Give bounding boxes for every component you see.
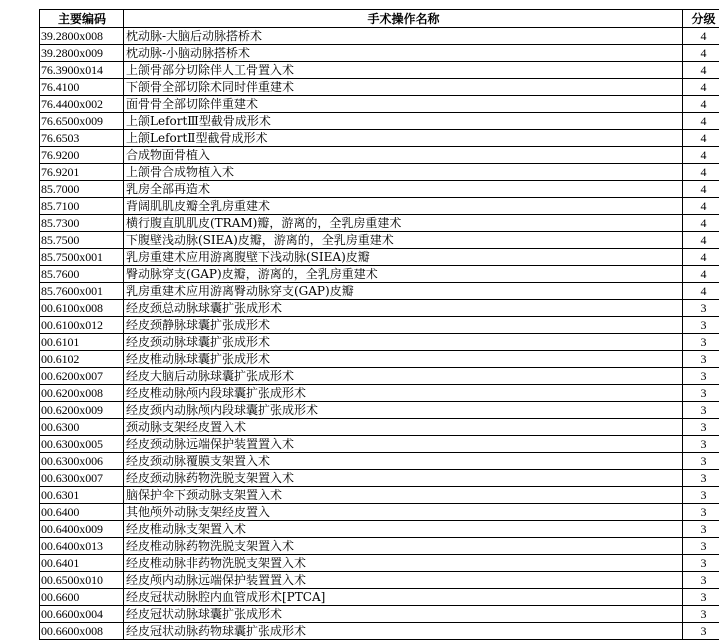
procedure-code: 76.6500x009 <box>40 113 124 130</box>
table-row <box>40 28 719 45</box>
procedure-code: 00.6400 <box>40 504 124 521</box>
procedure-code: 00.6400x009 <box>40 521 124 538</box>
procedure-name: 横行腹直肌肌皮(TRAM)瓣，游离的，全乳房重建术 <box>124 215 683 232</box>
procedure-code: 00.6500x010 <box>40 572 124 589</box>
header-grade: 分级 <box>683 10 719 28</box>
table-row <box>40 249 719 266</box>
table-row <box>40 589 719 606</box>
procedure-name: 经皮椎动脉颅内段球囊扩张成形术 <box>124 385 683 402</box>
procedure-code: 85.7000 <box>40 181 124 198</box>
table-header <box>40 10 719 28</box>
procedure-name: 经皮颈内动脉颅内段球囊扩张成形术 <box>124 402 683 419</box>
table-row <box>40 181 719 198</box>
procedure-code: 00.6400x013 <box>40 538 124 555</box>
procedure-code: 00.6300 <box>40 419 124 436</box>
table-row <box>40 470 719 487</box>
table-row <box>40 283 719 300</box>
procedure-name: 颈动脉支架经皮置入术 <box>124 419 683 436</box>
procedure-grade: 4 <box>683 215 719 232</box>
procedure-name: 其他颅外动脉支架经皮置入 <box>124 504 683 521</box>
procedure-name: 经皮冠状动脉药物球囊扩张成形术 <box>124 623 683 640</box>
procedure-grade: 3 <box>683 419 719 436</box>
procedure-code: 85.7600x001 <box>40 283 124 300</box>
procedure-code: 76.4400x002 <box>40 96 124 113</box>
procedure-code: 00.6100x008 <box>40 300 124 317</box>
table-row <box>40 504 719 521</box>
procedure-grade: 3 <box>683 385 719 402</box>
procedure-grade: 3 <box>683 453 719 470</box>
table-row <box>40 266 719 283</box>
procedure-name: 经皮颈动脉球囊扩张成形术 <box>124 334 683 351</box>
procedure-name: 经皮颈动脉远端保护装置置入术 <box>124 436 683 453</box>
table-row <box>40 453 719 470</box>
table-row <box>40 487 719 504</box>
procedure-name: 枕动脉-大脑后动脉搭桥术 <box>124 28 683 45</box>
procedure-code: 39.2800x008 <box>40 28 124 45</box>
procedure-grade: 3 <box>683 606 719 623</box>
procedure-grade: 4 <box>683 113 719 130</box>
table-row <box>40 45 719 62</box>
table-row <box>40 113 719 130</box>
procedure-grade: 4 <box>683 198 719 215</box>
procedure-code: 00.6200x008 <box>40 385 124 402</box>
procedure-grade: 4 <box>683 62 719 79</box>
procedure-grade: 3 <box>683 572 719 589</box>
procedure-grade: 3 <box>683 351 719 368</box>
procedure-code: 85.7500x001 <box>40 249 124 266</box>
procedure-table-sheet <box>39 9 677 640</box>
procedure-name: 上颌LefortⅢ型截骨成形术 <box>124 113 683 130</box>
procedure-grade: 3 <box>683 623 719 640</box>
procedure-name: 上颌LefortⅡ型截骨成形术 <box>124 130 683 147</box>
procedure-code: 00.6300x005 <box>40 436 124 453</box>
procedure-name: 乳房重建术应用游离臀动脉穿支(GAP)皮瓣 <box>124 283 683 300</box>
procedure-grade: 3 <box>683 402 719 419</box>
procedure-grade: 4 <box>683 79 719 96</box>
procedure-name: 经皮冠状动脉腔内血管成形术[PTCA] <box>124 589 683 606</box>
procedure-grade: 3 <box>683 317 719 334</box>
procedure-grade: 4 <box>683 147 719 164</box>
procedure-name: 经皮椎动脉球囊扩张成形术 <box>124 351 683 368</box>
table-row <box>40 368 719 385</box>
table-row <box>40 79 719 96</box>
procedure-code: 00.6101 <box>40 334 124 351</box>
table-row <box>40 147 719 164</box>
table-row <box>40 300 719 317</box>
procedure-code: 76.6503 <box>40 130 124 147</box>
procedure-name: 经皮颈总动脉球囊扩张成形术 <box>124 300 683 317</box>
header-name: 手术操作名称 <box>124 10 683 28</box>
procedure-name: 经皮椎动脉药物洗脱支架置入术 <box>124 538 683 555</box>
procedure-name: 经皮冠状动脉球囊扩张成形术 <box>124 606 683 623</box>
header-code: 主要编码 <box>40 10 124 28</box>
procedure-grade: 4 <box>683 283 719 300</box>
procedure-grade: 3 <box>683 538 719 555</box>
procedure-grade: 3 <box>683 487 719 504</box>
procedure-name: 乳房重建术应用游离腹壁下浅动脉(SIEA)皮瓣 <box>124 249 683 266</box>
procedure-name: 下腹壁浅动脉(SIEA)皮瓣，游离的，全乳房重建术 <box>124 232 683 249</box>
table-row <box>40 402 719 419</box>
table-row <box>40 538 719 555</box>
procedure-name: 乳房全部再造术 <box>124 181 683 198</box>
procedure-name: 经皮颈静脉球囊扩张成形术 <box>124 317 683 334</box>
procedure-code: 85.7100 <box>40 198 124 215</box>
procedure-name: 上颌骨部分切除伴人工骨置入术 <box>124 62 683 79</box>
table-row <box>40 521 719 538</box>
procedure-grade: 4 <box>683 28 719 45</box>
procedure-code: 85.7500 <box>40 232 124 249</box>
procedure-name: 面骨骨全部切除伴重建术 <box>124 96 683 113</box>
procedure-grade-table <box>39 9 719 640</box>
procedure-grade: 4 <box>683 249 719 266</box>
procedure-name: 经皮颅内动脉远端保护装置置入术 <box>124 572 683 589</box>
procedure-name: 背阔肌肌皮瓣全乳房重建术 <box>124 198 683 215</box>
table-body <box>40 28 719 640</box>
procedure-code: 00.6200x009 <box>40 402 124 419</box>
procedure-grade: 3 <box>683 436 719 453</box>
table-row <box>40 215 719 232</box>
procedure-code: 00.6600 <box>40 589 124 606</box>
table-row <box>40 317 719 334</box>
table-row <box>40 385 719 402</box>
procedure-grade: 3 <box>683 300 719 317</box>
table-row <box>40 436 719 453</box>
procedure-grade: 4 <box>683 45 719 62</box>
procedure-grade: 3 <box>683 368 719 385</box>
procedure-code: 00.6102 <box>40 351 124 368</box>
procedure-name: 上颌骨合成物植入术 <box>124 164 683 181</box>
procedure-grade: 4 <box>683 96 719 113</box>
procedure-code: 85.7300 <box>40 215 124 232</box>
table-row <box>40 164 719 181</box>
table-row <box>40 62 719 79</box>
table-row <box>40 96 719 113</box>
procedure-code: 76.9201 <box>40 164 124 181</box>
table-row <box>40 623 719 640</box>
procedure-code: 76.4100 <box>40 79 124 96</box>
procedure-code: 00.6100x012 <box>40 317 124 334</box>
procedure-code: 00.6401 <box>40 555 124 572</box>
procedure-grade: 3 <box>683 555 719 572</box>
procedure-name: 经皮椎动脉非药物洗脱支架置入术 <box>124 555 683 572</box>
procedure-code: 85.7600 <box>40 266 124 283</box>
procedure-grade: 3 <box>683 470 719 487</box>
procedure-name: 经皮椎动脉支架置入术 <box>124 521 683 538</box>
procedure-grade: 4 <box>683 232 719 249</box>
table-row <box>40 555 719 572</box>
procedure-grade: 4 <box>683 181 719 198</box>
procedure-code: 39.2800x009 <box>40 45 124 62</box>
procedure-code: 00.6600x004 <box>40 606 124 623</box>
procedure-code: 00.6200x007 <box>40 368 124 385</box>
table-row <box>40 419 719 436</box>
procedure-name: 枕动脉-小脑动脉搭桥术 <box>124 45 683 62</box>
procedure-name: 下颌骨全部切除术同时伴重建术 <box>124 79 683 96</box>
procedure-code: 76.3900x014 <box>40 62 124 79</box>
procedure-code: 00.6600x008 <box>40 623 124 640</box>
procedure-name: 经皮颈动脉药物洗脱支架置入术 <box>124 470 683 487</box>
procedure-grade: 4 <box>683 266 719 283</box>
procedure-grade: 4 <box>683 164 719 181</box>
table-row <box>40 198 719 215</box>
procedure-name: 臀动脉穿支(GAP)皮瓣，游离的，全乳房重建术 <box>124 266 683 283</box>
procedure-code: 00.6300x007 <box>40 470 124 487</box>
table-row <box>40 334 719 351</box>
procedure-name: 脑保护伞下颈动脉支架置入术 <box>124 487 683 504</box>
procedure-grade: 3 <box>683 589 719 606</box>
procedure-name: 经皮大脑后动脉球囊扩张成形术 <box>124 368 683 385</box>
procedure-grade: 3 <box>683 521 719 538</box>
procedure-grade: 4 <box>683 130 719 147</box>
table-row <box>40 232 719 249</box>
table-row <box>40 572 719 589</box>
table-row <box>40 606 719 623</box>
table-row <box>40 351 719 368</box>
procedure-code: 00.6301 <box>40 487 124 504</box>
procedure-name: 合成物面骨植入 <box>124 147 683 164</box>
header-row <box>40 10 719 28</box>
procedure-grade: 3 <box>683 334 719 351</box>
procedure-name: 经皮颈动脉覆膜支架置入术 <box>124 453 683 470</box>
table-row <box>40 130 719 147</box>
procedure-code: 76.9200 <box>40 147 124 164</box>
procedure-grade: 3 <box>683 504 719 521</box>
procedure-code: 00.6300x006 <box>40 453 124 470</box>
